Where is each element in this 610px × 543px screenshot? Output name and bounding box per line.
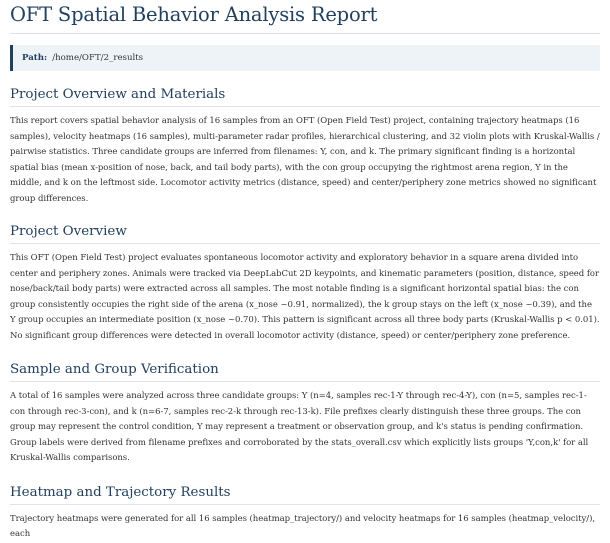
section-paragraph: A total of 16 samples were analyzed across three candidate groups: Y (n=4, samples rec-1-Y through rec-4-Y), con (n=5, samples rec-1-con through rec-3-con), and k (n=6-7, samples rec-2-k through rec-13-k). File prefixes clearly distinguish these three groups. The con group may represent the control condition, Y may represent a treatment or observation group, and k's status is pending confirmation. Group labels were derived from filename prefixes and corroborated by the stats_overall.csv which explicitly lists groups 'Y,con,k' for all Kruskal-Wallis comparisons. bbox=[10, 391, 589, 463]
section-divider bbox=[10, 106, 600, 107]
path-label: Path: bbox=[22, 53, 48, 63]
section-paragraph: Trajectory heatmaps were generated for all 16 samples (heatmap_trajectory/) and velocity heatmaps for 16 samples (heatmap_velocity/), each bbox=[10, 513, 596, 539]
section-divider bbox=[10, 504, 600, 505]
section-divider bbox=[10, 381, 600, 382]
section-divider bbox=[10, 243, 600, 244]
section-heading: Project Overview bbox=[10, 224, 127, 239]
section-heading: Sample and Group Verification bbox=[10, 362, 219, 377]
report-title: OFT Spatial Behavior Analysis Report bbox=[10, 3, 378, 26]
section-heading: Heatmap and Trajectory Results bbox=[10, 484, 231, 500]
path-box bbox=[10, 45, 600, 71]
path-value: /home/OFT/2_results bbox=[52, 53, 144, 63]
section-project-overview bbox=[10, 223, 600, 344]
section-paragraph: This report covers spatial behavior analysis of 16 samples from an OFT (Open Field Test) project, containing trajectory heatmaps (16 samples), velocity heatmaps (16 samples), multi-parameter radar profiles, hierarchical clustering, and 32 violin plots with Kruskal-Wallis / pairwise statistics. Three candidate groups are inferred from filenames: Y, con, and k. The primary significant finding is a horizontal spatial bias (mean x-position of nose, back, and tail body parts), with the con group occupying the rightmost arena region, Y in the middle, and k on the leftmost side. Locomotor activity metrics (distance, speed) and center/periphery zone metrics showed no significant group differences. bbox=[10, 116, 600, 204]
section-sample-group-verification bbox=[10, 361, 600, 467]
section-heatmap-trajectory-results bbox=[10, 484, 600, 543]
title-divider bbox=[10, 33, 600, 34]
section-paragraph: This OFT (Open Field Test) project evaluates spontaneous locomotor activity and exploratory behavior in a square arena divided into center and periphery zones. Animals were tracked via DeepLabCut 2D keypoints, and kinematic parameters (position, distance, speed for nose/back/tail body parts) were extracted across all samples. The most notable finding is a significant horizontal spatial bias: the con group consistently occupies the right side of the arena (x_nose ~0.91, normalized), the k group stays on the left (x_nose ~0.39), and the Y group occupies an intermediate position (x_nose ~0.70). This pattern is significant across all three body parts (Kruskal-Wallis p < 0.01). No significant group differences were detected in overall locomotor activity (distance, speed) or center/periphery zone preference. bbox=[10, 253, 600, 341]
section-heading: Project Overview and Materials bbox=[10, 87, 226, 102]
section-project-overview-materials bbox=[10, 86, 600, 207]
